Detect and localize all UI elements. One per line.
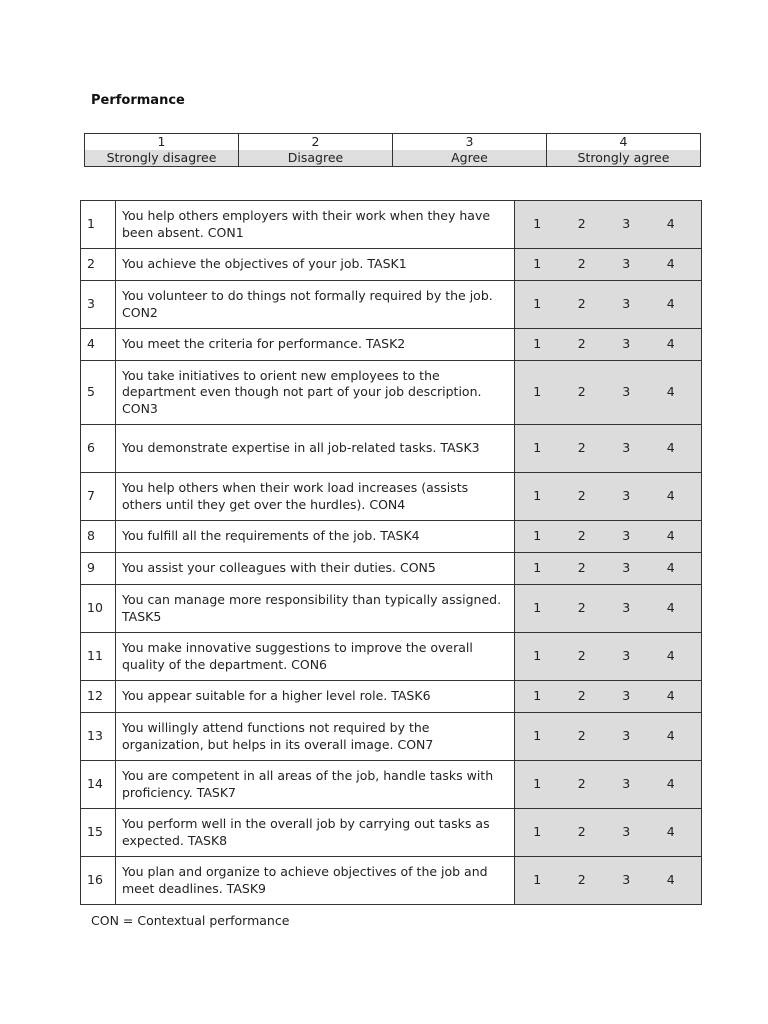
table-row (81, 809, 702, 857)
item-statement: You volunteer to do things not formally required by the job. CON2 (116, 281, 515, 329)
rating-option-1[interactable]: 1 (533, 688, 542, 704)
table-row (81, 585, 702, 633)
rating-option-3[interactable]: 3 (622, 824, 631, 840)
rating-option-1[interactable]: 1 (533, 384, 542, 400)
rating-option-4[interactable]: 4 (666, 872, 675, 888)
item-statement: You plan and organize to achieve objectives of the job and meet deadlines. TASK9 (116, 857, 515, 905)
rating-option-4[interactable]: 4 (666, 824, 675, 840)
scale-number: 4 (547, 134, 700, 150)
item-statement: You fulfill all the requirements of the job. TASK4 (116, 521, 515, 553)
rating-option-2[interactable]: 2 (577, 384, 586, 400)
rating-option-3[interactable]: 3 (622, 384, 631, 400)
rating-option-group (515, 648, 701, 665)
rating-option-group (515, 440, 701, 457)
table-row (81, 425, 702, 473)
rating-option-1[interactable]: 1 (533, 648, 542, 664)
rating-option-3[interactable]: 3 (622, 440, 631, 456)
table-row (81, 681, 702, 713)
rating-scale-legend (84, 133, 701, 167)
item-statement: You help others employers with their work when they have been absent. CON1 (116, 201, 515, 249)
rating-option-1[interactable]: 1 (533, 336, 542, 352)
item-number: 13 (81, 713, 116, 761)
item-number: 9 (81, 553, 116, 585)
rating-option-3[interactable]: 3 (622, 256, 631, 272)
table-row (81, 857, 702, 905)
item-statement: You perform well in the overall job by carrying out tasks as expected. TASK8 (116, 809, 515, 857)
rating-option-3[interactable]: 3 (622, 336, 631, 352)
scale-label: Disagree (239, 150, 392, 166)
table-row (81, 761, 702, 809)
rating-option-2[interactable]: 2 (577, 824, 586, 840)
rating-option-4[interactable]: 4 (666, 688, 675, 704)
rating-option-2[interactable]: 2 (577, 256, 586, 272)
rating-option-group (515, 256, 701, 273)
item-number: 11 (81, 633, 116, 681)
table-row (81, 361, 702, 425)
rating-options (515, 201, 702, 249)
rating-option-group (515, 488, 701, 505)
rating-option-1[interactable]: 1 (533, 560, 542, 576)
rating-option-4[interactable]: 4 (666, 488, 675, 504)
rating-options (515, 281, 702, 329)
rating-options (515, 425, 702, 473)
rating-option-group (515, 336, 701, 353)
rating-option-2[interactable]: 2 (577, 648, 586, 664)
rating-option-2[interactable]: 2 (577, 216, 586, 232)
page-title: Performance (91, 93, 185, 108)
rating-option-2[interactable]: 2 (577, 600, 586, 616)
rating-option-4[interactable]: 4 (666, 440, 675, 456)
item-statement: You achieve the objectives of your job. TASK1 (116, 249, 515, 281)
rating-options (515, 361, 702, 425)
scale-cell (393, 134, 547, 167)
item-statement: You assist your colleagues with their duties. CON5 (116, 553, 515, 585)
rating-option-1[interactable]: 1 (533, 216, 542, 232)
scale-cell (547, 134, 701, 167)
item-number: 1 (81, 201, 116, 249)
rating-option-2[interactable]: 2 (577, 560, 586, 576)
item-number: 12 (81, 681, 116, 713)
rating-option-4[interactable]: 4 (666, 216, 675, 232)
item-statement: You make innovative suggestions to improve the overall quality of the department. CON6 (116, 633, 515, 681)
rating-option-3[interactable]: 3 (622, 560, 631, 576)
rating-options (515, 809, 702, 857)
rating-option-4[interactable]: 4 (666, 600, 675, 616)
rating-option-group (515, 528, 701, 545)
rating-option-4[interactable]: 4 (666, 336, 675, 352)
rating-option-1[interactable]: 1 (533, 600, 542, 616)
item-statement: You can manage more responsibility than typically assigned. TASK5 (116, 585, 515, 633)
rating-option-3[interactable]: 3 (622, 216, 631, 232)
rating-option-2[interactable]: 2 (577, 728, 586, 744)
rating-option-1[interactable]: 1 (533, 488, 542, 504)
rating-option-3[interactable]: 3 (622, 872, 631, 888)
rating-options (515, 633, 702, 681)
rating-option-group (515, 384, 701, 401)
rating-option-group (515, 872, 701, 889)
rating-options (515, 681, 702, 713)
rating-option-1[interactable]: 1 (533, 872, 542, 888)
item-number: 3 (81, 281, 116, 329)
rating-option-4[interactable]: 4 (666, 728, 675, 744)
footnote: CON = Contextual performance (91, 913, 290, 928)
rating-option-4[interactable]: 4 (666, 776, 675, 792)
item-number: 7 (81, 473, 116, 521)
rating-options (515, 761, 702, 809)
table-row (81, 281, 702, 329)
scale-label: Strongly disagree (85, 150, 238, 166)
rating-option-group (515, 216, 701, 233)
rating-option-4[interactable]: 4 (666, 256, 675, 272)
rating-option-2[interactable]: 2 (577, 336, 586, 352)
rating-option-group (515, 296, 701, 313)
rating-option-group (515, 600, 701, 617)
table-row (81, 249, 702, 281)
rating-option-2[interactable]: 2 (577, 776, 586, 792)
rating-option-3[interactable]: 3 (622, 776, 631, 792)
scale-label: Agree (393, 150, 546, 166)
rating-option-3[interactable]: 3 (622, 488, 631, 504)
rating-options (515, 857, 702, 905)
scale-cell (239, 134, 393, 167)
rating-option-1[interactable]: 1 (533, 256, 542, 272)
rating-option-2[interactable]: 2 (577, 440, 586, 456)
item-statement: You willingly attend functions not required by the organization, but helps in its overall image. CON7 (116, 713, 515, 761)
rating-option-4[interactable]: 4 (666, 560, 675, 576)
rating-option-1[interactable]: 1 (533, 824, 542, 840)
table-row (81, 713, 702, 761)
rating-option-1[interactable]: 1 (533, 296, 542, 312)
rating-option-4[interactable]: 4 (666, 296, 675, 312)
rating-options (515, 473, 702, 521)
table-row (81, 201, 702, 249)
item-statement: You appear suitable for a higher level role. TASK6 (116, 681, 515, 713)
item-number: 6 (81, 425, 116, 473)
item-statement: You help others when their work load increases (assists others until they get over the hurdles). CON4 (116, 473, 515, 521)
item-statement: You are competent in all areas of the job, handle tasks with proficiency. TASK7 (116, 761, 515, 809)
rating-option-2[interactable]: 2 (577, 528, 586, 544)
rating-option-3[interactable]: 3 (622, 600, 631, 616)
table-row (81, 521, 702, 553)
scale-cell (85, 134, 239, 167)
rating-options (515, 329, 702, 361)
table-row (81, 473, 702, 521)
rating-option-2[interactable]: 2 (577, 688, 586, 704)
scale-number: 2 (239, 134, 392, 150)
rating-option-1[interactable]: 1 (533, 728, 542, 744)
item-statement: You take initiatives to orient new employees to the department even though not part of your job description. CON3 (116, 361, 515, 425)
rating-option-4[interactable]: 4 (666, 528, 675, 544)
item-statement: You meet the criteria for performance. TASK2 (116, 329, 515, 361)
rating-option-4[interactable]: 4 (666, 648, 675, 664)
rating-option-group (515, 560, 701, 577)
rating-option-group (515, 688, 701, 705)
item-number: 15 (81, 809, 116, 857)
rating-option-3[interactable]: 3 (622, 648, 631, 664)
rating-option-2[interactable]: 2 (577, 488, 586, 504)
scale-number: 1 (85, 134, 238, 150)
rating-option-3[interactable]: 3 (622, 728, 631, 744)
rating-option-1[interactable]: 1 (533, 440, 542, 456)
item-number: 16 (81, 857, 116, 905)
item-number: 8 (81, 521, 116, 553)
table-row (81, 633, 702, 681)
item-number: 10 (81, 585, 116, 633)
item-number: 5 (81, 361, 116, 425)
rating-option-2[interactable]: 2 (577, 872, 586, 888)
rating-options (515, 521, 702, 553)
rating-option-2[interactable]: 2 (577, 296, 586, 312)
rating-option-1[interactable]: 1 (533, 528, 542, 544)
item-number: 2 (81, 249, 116, 281)
rating-option-group (515, 728, 701, 745)
rating-option-group (515, 824, 701, 841)
rating-option-group (515, 776, 701, 793)
rating-options (515, 713, 702, 761)
rating-options (515, 553, 702, 585)
table-row (81, 329, 702, 361)
item-number: 14 (81, 761, 116, 809)
rating-option-1[interactable]: 1 (533, 776, 542, 792)
rating-option-3[interactable]: 3 (622, 688, 631, 704)
rating-option-4[interactable]: 4 (666, 384, 675, 400)
questionnaire-table (80, 200, 702, 905)
table-row (81, 553, 702, 585)
rating-options (515, 249, 702, 281)
rating-option-3[interactable]: 3 (622, 296, 631, 312)
scale-number: 3 (393, 134, 546, 150)
rating-options (515, 585, 702, 633)
scale-label: Strongly agree (547, 150, 700, 166)
rating-option-3[interactable]: 3 (622, 528, 631, 544)
item-number: 4 (81, 329, 116, 361)
item-statement: You demonstrate expertise in all job-related tasks. TASK3 (116, 425, 515, 473)
